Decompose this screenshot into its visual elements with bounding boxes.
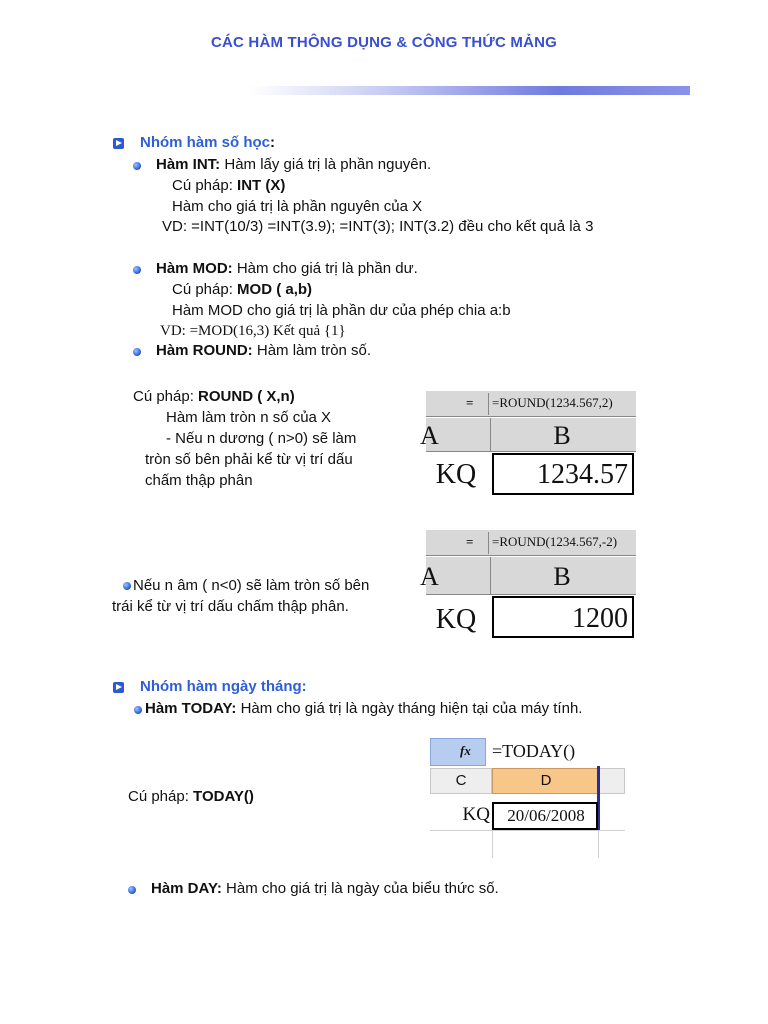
formula-text: =ROUND(1234.567,-2) <box>492 534 618 549</box>
fx-box <box>430 738 486 766</box>
mod-syntax-line: Cú pháp: MOD ( a,b) <box>172 281 313 298</box>
round-positive-line-3: chấm thập phân <box>145 472 253 489</box>
title-underline-bar <box>250 86 690 95</box>
bullet-icon <box>133 162 141 170</box>
int-syntax-line: Cú pháp: INT (X) <box>172 177 286 194</box>
result-value: 20/06/2008 <box>507 806 585 825</box>
bullet-icon <box>128 886 136 894</box>
bullet-icon <box>133 348 141 356</box>
round-syntax-line: Cú pháp: ROUND ( X,n) <box>133 388 295 405</box>
round-positive-line: - Nếu n dương ( n>0) sẽ làm <box>166 430 357 447</box>
round-negative-line: Nếu n âm ( n<0) sẽ làm tròn số bên <box>133 577 370 594</box>
section-heading-date: Nhóm hàm ngày tháng: <box>140 678 307 695</box>
column-header-b: B <box>553 421 571 450</box>
formula-text: =TODAY() <box>492 741 576 761</box>
bullet-icon <box>134 706 142 714</box>
row-label-kq: KQ <box>435 604 477 635</box>
today-syntax-line: Cú pháp: TODAY() <box>128 788 254 805</box>
int-example-line: VD: =INT(10/3) =INT(3.9); =INT(3); INT(3.2) đều cho kết quả là 3 <box>162 218 594 235</box>
int-title-line: Hàm INT: Hàm lấy giá trị là phần nguyên. <box>156 156 432 173</box>
result-value: 1200 <box>572 603 628 634</box>
round-negative-line-2: trái kể từ vị trí dấu chấm thập phân. <box>112 598 349 615</box>
mod-example-line: VD: =MOD(16,3) Kết quả {1} <box>160 323 346 339</box>
round-desc-line: Hàm làm tròn n số của X <box>166 409 332 426</box>
today-title-line: Hàm TODAY: Hàm cho giá trị là ngày tháng hiện tại của máy tính. <box>145 700 583 717</box>
row-label-kq: KQ <box>462 804 490 825</box>
round-title-line: Hàm ROUND: Hàm làm tròn số. <box>156 342 372 359</box>
section-heading-arithmetic: Nhóm hàm số học: <box>140 134 276 151</box>
formula-equals: = <box>466 395 474 410</box>
section-arrow-icon <box>113 138 124 149</box>
mod-title-line: Hàm MOD: Hàm cho giá trị là phần dư. <box>156 260 418 277</box>
column-header-a: A <box>420 421 439 450</box>
result-value: 1234.57 <box>537 459 628 490</box>
excel-round-positive <box>420 391 636 499</box>
excel-round-negative <box>420 530 636 642</box>
column-header-a: A <box>420 562 439 591</box>
column-header-d: D <box>540 772 552 789</box>
fx-icon: fx <box>460 743 471 758</box>
int-desc-line: Hàm cho giá trị là phần nguyên của X <box>172 198 423 215</box>
page-title: CÁC HÀM THÔNG DỤNG & CÔNG THỨC MẢNG <box>210 34 558 51</box>
section-arrow-icon <box>113 682 124 693</box>
round-positive-line-2: tròn số bên phải kể từ vị trí dấu <box>145 451 353 468</box>
day-title-line: Hàm DAY: Hàm cho giá trị là ngày của biểu thức số. <box>151 880 499 897</box>
row-label-kq: KQ <box>435 459 477 490</box>
formula-equals: = <box>466 534 474 549</box>
column-header-c: C <box>455 772 467 789</box>
bullet-icon <box>133 266 141 274</box>
excel-today <box>430 738 625 858</box>
formula-text: =ROUND(1234.567,2) <box>492 395 613 410</box>
bullet-icon <box>123 582 131 590</box>
mod-desc-line: Hàm MOD cho giá trị là phần dư của phép chia a:b <box>172 302 511 319</box>
column-header-b: B <box>553 562 571 591</box>
